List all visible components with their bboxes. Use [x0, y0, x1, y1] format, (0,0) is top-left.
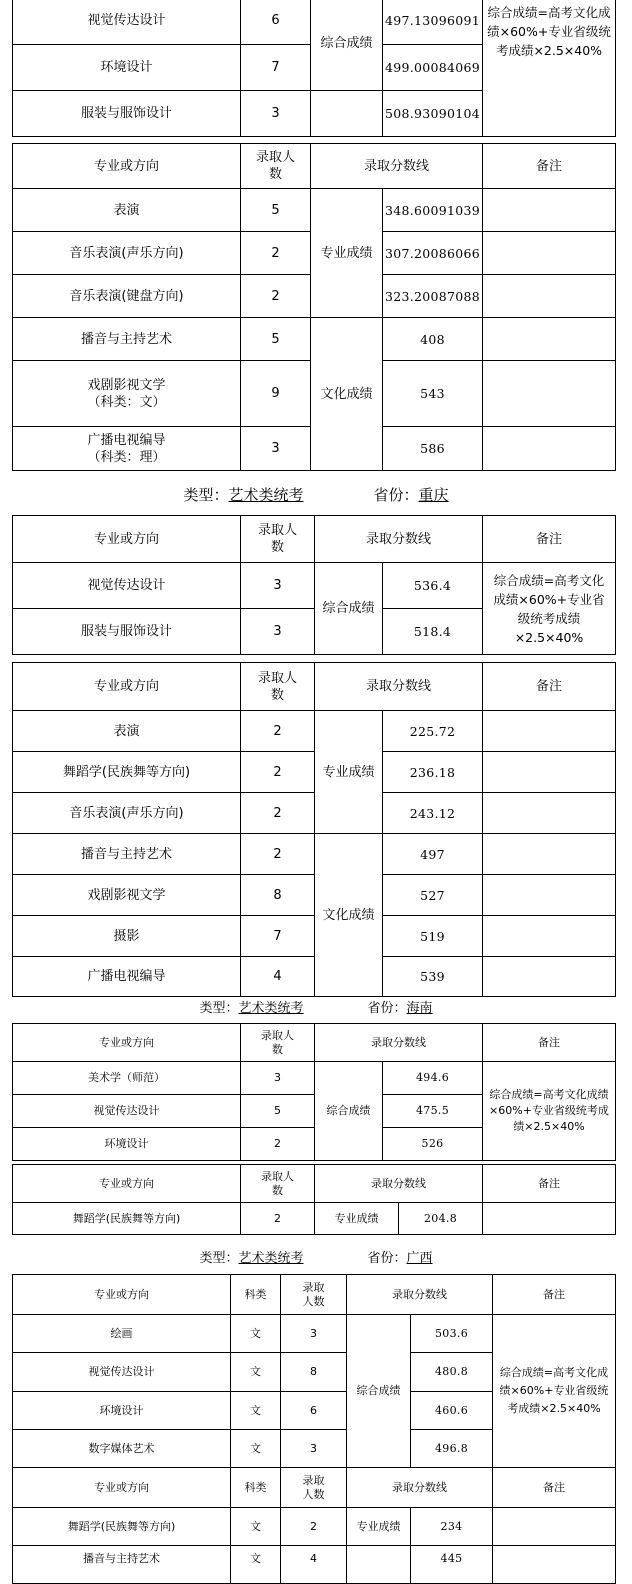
- major-cell: 环境设计: [13, 1392, 231, 1430]
- table-chongqing-design: [12, 515, 616, 655]
- count-cell: 2: [241, 834, 315, 875]
- score-cell: 243.12: [383, 793, 483, 834]
- table-row: [13, 916, 616, 957]
- major-cell: [13, 427, 241, 471]
- header-count: 录取人数: [281, 1468, 347, 1508]
- count-cell: 2: [241, 793, 315, 834]
- header-note: 备注: [483, 663, 616, 711]
- major-cell: 播音与主持艺术: [13, 1546, 231, 1584]
- header-category: 科类: [231, 1468, 281, 1508]
- header-note: 备注: [493, 1468, 616, 1508]
- count-cell: 2: [241, 1128, 315, 1161]
- table-header-row: [13, 1024, 616, 1062]
- major-cell: 美术学（师范）: [13, 1062, 241, 1095]
- major-cell: 戏剧影视文学: [13, 875, 241, 916]
- table-chongqing-performance: [12, 662, 616, 997]
- score-cell: 497.13096091: [383, 0, 483, 45]
- count-cell: 2: [241, 275, 311, 318]
- basis-cell: 综合成绩: [347, 1315, 411, 1468]
- score-cell: 480.8: [411, 1353, 493, 1392]
- basis-cell: 专业成绩: [315, 1203, 399, 1235]
- count-cell: 3: [241, 1062, 315, 1095]
- category-cell: 文: [231, 1546, 281, 1584]
- category-cell: 文: [231, 1508, 281, 1546]
- major-cell: 播音与主持艺术: [13, 318, 241, 361]
- count-cell: 5: [241, 189, 311, 232]
- category-cell: 文: [231, 1392, 281, 1430]
- header-line: 录取分数线: [315, 1024, 483, 1062]
- table-hainan-design: [12, 1023, 616, 1161]
- score-cell: 503.6: [411, 1315, 493, 1353]
- count-cell: 2: [281, 1508, 347, 1546]
- table-row: [13, 318, 616, 361]
- count-cell: 3: [241, 427, 311, 471]
- type-value: 艺术类统考: [228, 486, 304, 504]
- major-cell: 视觉传达设计: [13, 0, 241, 45]
- header-line: 录取分数线: [347, 1468, 493, 1508]
- major-cell: 摄影: [13, 916, 241, 957]
- header-count: 录取人数: [241, 516, 315, 563]
- major-cell: 视觉传达设计: [13, 1095, 241, 1128]
- count-cell: 8: [241, 875, 315, 916]
- header-note: 备注: [483, 1165, 616, 1203]
- score-cell: 543: [383, 361, 483, 427]
- count-cell: 3: [241, 609, 315, 655]
- header-count: 录取人数: [241, 1024, 315, 1062]
- type-value: 艺术类统考: [238, 1251, 304, 1266]
- table-header-row: [13, 144, 616, 189]
- header-major: 专业或方向: [13, 1275, 231, 1315]
- score-cell: 204.8: [399, 1203, 483, 1235]
- category-cell: 文: [231, 1353, 281, 1392]
- basis-cell: 综合成绩: [311, 0, 383, 91]
- header-count: 录取人数: [281, 1275, 347, 1315]
- score-cell: 307.20086066: [383, 232, 483, 275]
- header-count: 录取人数: [241, 663, 315, 711]
- major-cell: 音乐表演(键盘方向): [13, 275, 241, 318]
- basis-cell: 文化成绩: [315, 834, 383, 997]
- header-major: 专业或方向: [13, 1165, 241, 1203]
- count-cell: 3: [281, 1430, 347, 1468]
- major-cell: 音乐表演(声乐方向): [13, 793, 241, 834]
- table-performance-prev: [12, 143, 616, 471]
- count-cell: 2: [241, 232, 311, 275]
- count-cell: 2: [241, 711, 315, 752]
- major-cell: 播音与主持艺术: [13, 834, 241, 875]
- major-sub: （科类：文）: [87, 394, 166, 410]
- score-cell: 526: [383, 1128, 483, 1161]
- major-cell: 音乐表演(声乐方向): [13, 232, 241, 275]
- major-cell: [13, 361, 241, 427]
- major-sub: （科类：理）: [87, 449, 166, 465]
- table-row: [13, 1508, 616, 1546]
- table-guangxi-performance: [12, 1467, 616, 1584]
- header-major: 专业或方向: [13, 144, 241, 189]
- header-note: 备注: [483, 516, 616, 563]
- header-major: 专业或方向: [13, 1468, 231, 1508]
- count-cell: 9: [241, 361, 311, 427]
- major-name: 广播电视编导: [87, 432, 166, 448]
- score-cell: 527: [383, 875, 483, 916]
- count-cell: 4: [281, 1546, 347, 1584]
- major-name: 戏剧影视文学: [87, 377, 166, 393]
- header-line: 录取分数线: [347, 1275, 493, 1315]
- table-header-row: [13, 1275, 616, 1315]
- score-cell: 445: [411, 1546, 493, 1584]
- basis-cell: 专业成绩: [347, 1508, 411, 1546]
- header-note: 备注: [493, 1275, 616, 1315]
- province-value: 重庆: [418, 486, 449, 504]
- note-cell: 综合成绩=高考文化成绩×60%+专业省级统考成绩×2.5×40%: [483, 0, 616, 137]
- header-line: 录取分数线: [311, 144, 483, 189]
- score-cell: 494.6: [383, 1062, 483, 1095]
- basis-cell: 专业成绩: [311, 189, 383, 318]
- category-cell: 文: [231, 1430, 281, 1468]
- count-cell: 2: [241, 752, 315, 793]
- table-row: [13, 189, 616, 232]
- note-cell: 综合成绩=高考文化成绩×60%+专业省级统考成绩×2.5×40%: [483, 563, 616, 655]
- section-heading-chongqing: 类型：艺术类统考 省份：重庆: [183, 486, 449, 504]
- table-row: [13, 711, 616, 752]
- type-value: 艺术类统考: [238, 1001, 304, 1016]
- score-cell: 475.5: [383, 1095, 483, 1128]
- score-cell: 508.93090104: [383, 91, 483, 137]
- table-row: [13, 793, 616, 834]
- major-cell: 服装与服饰设计: [13, 91, 241, 137]
- count-cell: 2: [241, 1203, 315, 1235]
- category-cell: 文: [231, 1315, 281, 1353]
- count-cell: 5: [241, 1095, 315, 1128]
- header-line: 录取分数线: [315, 663, 483, 711]
- count-cell: 7: [241, 916, 315, 957]
- count-cell: 3: [241, 563, 315, 609]
- header-line: 录取分数线: [315, 1165, 483, 1203]
- header-count: 录取人数: [241, 1165, 315, 1203]
- score-cell: 518.4: [383, 609, 483, 655]
- major-cell: 数字媒体艺术: [13, 1430, 231, 1468]
- header-count: 录取人数: [241, 144, 311, 189]
- count-cell: 4: [241, 957, 315, 997]
- table-row: [13, 0, 616, 45]
- basis-cell: 专业成绩: [315, 711, 383, 834]
- score-cell: 236.18: [383, 752, 483, 793]
- count-cell: 8: [281, 1353, 347, 1392]
- count-cell: 6: [281, 1392, 347, 1430]
- count-cell: 3: [281, 1315, 347, 1353]
- major-cell: 环境设计: [13, 45, 241, 91]
- table-row: [13, 834, 616, 875]
- table-header-row: [13, 516, 616, 563]
- score-cell: 225.72: [383, 711, 483, 752]
- major-cell: 表演: [13, 189, 241, 232]
- header-category: 科类: [231, 1275, 281, 1315]
- table-row: [13, 1062, 616, 1095]
- score-cell: 496.8: [411, 1430, 493, 1468]
- score-cell: 408: [383, 318, 483, 361]
- score-cell: 586: [383, 427, 483, 471]
- score-cell: 348.60091039: [383, 189, 483, 232]
- major-cell: 视觉传达设计: [13, 563, 241, 609]
- major-cell: 表演: [13, 711, 241, 752]
- score-cell: 497: [383, 834, 483, 875]
- table-art-design-prev: [12, 0, 616, 137]
- score-cell: 536.4: [383, 563, 483, 609]
- basis-cell: 综合成绩: [315, 563, 383, 655]
- section-heading-hainan: 类型：艺术类统考 省份：海南: [199, 1001, 433, 1016]
- table-row: [13, 875, 616, 916]
- table-row: [13, 957, 616, 997]
- header-major: 专业或方向: [13, 516, 241, 563]
- count-cell: 7: [241, 45, 311, 91]
- table-row: [13, 1203, 616, 1235]
- score-cell: 539: [383, 957, 483, 997]
- score-cell: 499.00084069: [383, 45, 483, 91]
- header-major: 专业或方向: [13, 663, 241, 711]
- count-cell: 3: [241, 91, 311, 137]
- table-header-row: [13, 1165, 616, 1203]
- header-major: 专业或方向: [13, 1024, 241, 1062]
- score-cell: 323.20087088: [383, 275, 483, 318]
- basis-cell: 综合成绩: [315, 1062, 383, 1161]
- count-cell: 5: [241, 318, 311, 361]
- note-cell: 综合成绩=高考文化成绩×60%+专业省级统考成绩×2.5×40%: [493, 1315, 616, 1468]
- header-line: 录取分数线: [315, 516, 483, 563]
- major-cell: 舞蹈学(民族舞等方向): [13, 1508, 231, 1546]
- major-cell: 广播电视编导: [13, 957, 241, 997]
- table-hainan-dance: [12, 1164, 616, 1235]
- major-cell: 舞蹈学(民族舞等方向): [13, 752, 241, 793]
- table-header-row: [13, 1468, 616, 1508]
- major-cell: 绘画: [13, 1315, 231, 1353]
- score-cell: 234: [411, 1508, 493, 1546]
- table-row: [13, 1315, 616, 1353]
- major-cell: 舞蹈学(民族舞等方向): [13, 1203, 241, 1235]
- province-value: 广西: [406, 1251, 433, 1266]
- table-row: [13, 563, 616, 609]
- section-heading-guangxi: 类型：艺术类统考 省份：广西: [199, 1251, 433, 1266]
- major-cell: 环境设计: [13, 1128, 241, 1161]
- province-value: 海南: [406, 1001, 433, 1016]
- table-row: [13, 752, 616, 793]
- score-cell: 460.6: [411, 1392, 493, 1430]
- basis-cell: 文化成绩: [311, 318, 383, 471]
- table-guangxi-design: [12, 1274, 616, 1468]
- header-note: 备注: [483, 1024, 616, 1062]
- count-cell: 6: [241, 0, 311, 45]
- note-cell: 综合成绩=高考文化成绩×60%+专业省级统考成绩×2.5×40%: [483, 1062, 616, 1161]
- score-cell: 519: [383, 916, 483, 957]
- major-cell: 视觉传达设计: [13, 1353, 231, 1392]
- major-cell: 服装与服饰设计: [13, 609, 241, 655]
- header-note: 备注: [483, 144, 616, 189]
- table-header-row: [13, 663, 616, 711]
